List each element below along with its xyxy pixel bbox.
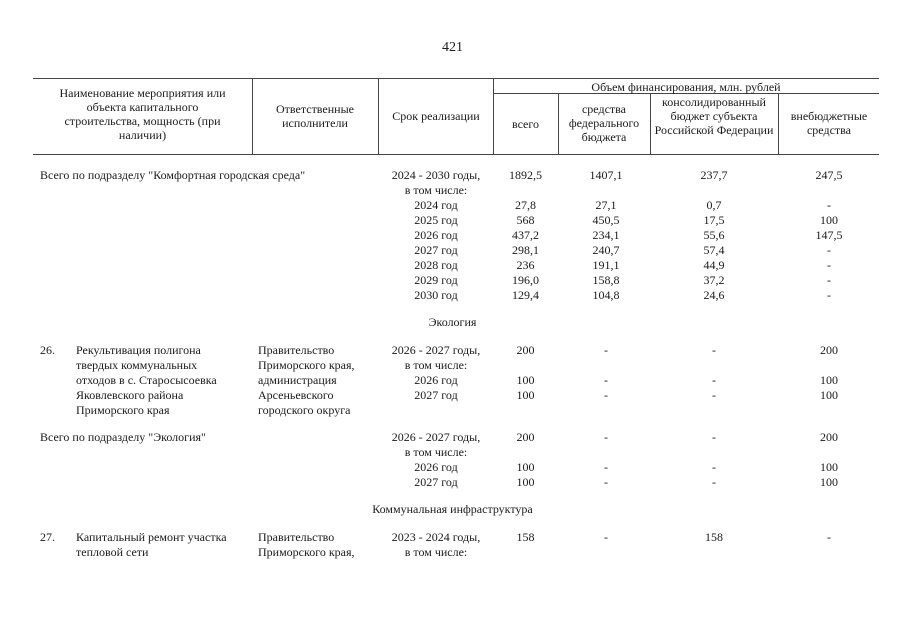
cell-line: - bbox=[827, 288, 831, 302]
cell-line: 196,0 bbox=[512, 273, 539, 287]
cell-line: Приморского края, bbox=[258, 358, 355, 372]
regional-column bbox=[650, 430, 778, 490]
cell-line: Приморского края, bbox=[258, 545, 355, 559]
cell-line bbox=[493, 358, 558, 373]
cell-line: 2025 год bbox=[414, 213, 458, 227]
cell-line bbox=[560, 445, 652, 460]
cell-line: 298,1 bbox=[512, 243, 539, 257]
cell-line: 44,9 bbox=[703, 258, 725, 272]
header-total: всего bbox=[511, 117, 540, 131]
cell-line: Рекультивация полигона bbox=[76, 343, 201, 357]
cell-line bbox=[493, 545, 558, 560]
cell-line: 24,6 bbox=[703, 288, 725, 302]
cell-line: 200 bbox=[820, 430, 838, 444]
cell-line: 191,1 bbox=[592, 258, 620, 272]
cell-line: 240,7 bbox=[592, 243, 620, 257]
header-term: Срок реализации bbox=[392, 109, 480, 123]
cell-line: - bbox=[712, 430, 716, 444]
cell-line: 27,8 bbox=[515, 198, 536, 212]
federal-column bbox=[560, 530, 652, 560]
cell-line: - bbox=[827, 198, 831, 212]
cell-line bbox=[560, 358, 652, 373]
cell-line: 2026 год bbox=[414, 373, 458, 387]
header-divider bbox=[778, 93, 779, 154]
subtotal-title: Всего по подразделу "Экология" bbox=[40, 430, 206, 444]
cell-line: - bbox=[827, 273, 831, 287]
cell-line: 27,1 bbox=[595, 198, 617, 212]
cell-line: твердых коммунальных bbox=[76, 358, 198, 372]
cell-line: 2027 год bbox=[414, 388, 458, 402]
cell-line: 104,8 bbox=[592, 288, 620, 302]
regional-column bbox=[650, 168, 778, 303]
cell-line: - bbox=[712, 475, 716, 489]
cell-line: 100 bbox=[820, 460, 838, 474]
cell-line bbox=[781, 445, 877, 460]
header-federal: средства федерального бюджета bbox=[568, 102, 640, 144]
extra-column bbox=[781, 530, 877, 560]
cell-line bbox=[650, 445, 778, 460]
cell-line: 200 bbox=[516, 343, 535, 357]
cell-line: 0,7 bbox=[706, 198, 722, 212]
cell-line: администрация bbox=[258, 373, 337, 387]
cell-line: 2026 - 2027 годы, bbox=[391, 430, 481, 444]
cell-line: - bbox=[604, 373, 608, 387]
item-number: 26. bbox=[40, 343, 55, 357]
header-divider bbox=[558, 93, 559, 154]
federal-column bbox=[560, 430, 652, 490]
federal-column bbox=[560, 168, 652, 303]
cell-line: в том числе: bbox=[404, 445, 468, 459]
cell-line bbox=[560, 183, 652, 198]
cell-line: - bbox=[604, 530, 608, 544]
cell-line: тепловой сети bbox=[76, 545, 149, 559]
cell-line: - bbox=[604, 388, 608, 402]
item-executors bbox=[258, 343, 376, 418]
cell-line: 147,5 bbox=[815, 228, 843, 242]
cell-line: 2026 год bbox=[414, 228, 458, 242]
cell-line: Правительство bbox=[258, 343, 335, 357]
cell-line: Правительство bbox=[258, 530, 335, 544]
cell-line: 2029 год bbox=[414, 273, 458, 287]
cell-line: 2024 - 2030 годы, bbox=[391, 168, 481, 182]
cell-line: 2027 год bbox=[414, 475, 458, 489]
cell-line: - bbox=[604, 430, 608, 444]
cell-line: 55,6 bbox=[703, 228, 725, 242]
cell-line: 158 bbox=[516, 530, 535, 544]
cell-line: 568 bbox=[516, 213, 535, 227]
cell-line: 2026 - 2027 годы, bbox=[391, 343, 481, 357]
regional-column bbox=[650, 343, 778, 403]
cell-line: 17,5 bbox=[703, 213, 725, 227]
cell-line: 2023 - 2024 годы, bbox=[391, 530, 481, 544]
cell-line: 1892,5 bbox=[509, 168, 542, 182]
cell-line: Арсеньевского bbox=[258, 388, 334, 402]
cell-line: - bbox=[604, 343, 608, 357]
header-divider bbox=[252, 78, 253, 154]
item-number: 27. bbox=[40, 530, 55, 544]
cell-line: 237,7 bbox=[700, 168, 728, 182]
regional-column bbox=[650, 530, 778, 560]
section-heading-communal: Коммунальная инфраструктура bbox=[372, 502, 533, 516]
term-column bbox=[380, 168, 492, 303]
cell-line: 247,5 bbox=[815, 168, 843, 182]
header-financing: Объем финансирования, млн. рублей bbox=[591, 80, 781, 94]
cell-line: в том числе: bbox=[404, 183, 468, 197]
cell-line bbox=[493, 445, 558, 460]
cell-line: 2027 год bbox=[414, 243, 458, 257]
cell-line: 1407,1 bbox=[589, 168, 623, 182]
cell-line: 200 bbox=[516, 430, 535, 444]
cell-line: - bbox=[604, 475, 608, 489]
cell-line: Приморского края bbox=[76, 403, 170, 417]
cell-line: 450,5 bbox=[592, 213, 620, 227]
table-top-rule bbox=[33, 78, 879, 79]
cell-line: 100 bbox=[820, 388, 838, 402]
table-header-bottom-rule bbox=[33, 154, 879, 155]
cell-line: 2028 год bbox=[414, 258, 458, 272]
federal-column bbox=[560, 343, 652, 403]
cell-line: - bbox=[827, 258, 831, 272]
cell-line: 236 bbox=[516, 258, 535, 272]
header-regional: консолидированный бюджет субъекта Российской Федерации bbox=[654, 95, 774, 137]
cell-line: 100 bbox=[820, 373, 838, 387]
cell-line: - bbox=[827, 243, 831, 257]
cell-line: в том числе: bbox=[404, 545, 468, 559]
cell-line: - bbox=[712, 388, 716, 402]
cell-line: в том числе: bbox=[404, 358, 468, 372]
total-column bbox=[493, 430, 558, 490]
cell-line bbox=[650, 358, 778, 373]
cell-line: 100 bbox=[516, 373, 535, 387]
term-column bbox=[380, 343, 492, 403]
cell-line bbox=[493, 183, 558, 198]
cell-line: 57,4 bbox=[703, 243, 725, 257]
cell-line: 129,4 bbox=[512, 288, 539, 302]
cell-line: 100 bbox=[516, 475, 535, 489]
cell-line: - bbox=[827, 530, 831, 544]
subtotal-title: Всего по подразделу "Комфортная городская среда" bbox=[40, 168, 306, 182]
cell-line: 100 bbox=[820, 475, 838, 489]
cell-line: городского округа bbox=[258, 403, 351, 417]
cell-line: - bbox=[712, 343, 716, 357]
cell-line: - bbox=[712, 460, 716, 474]
cell-line bbox=[650, 183, 778, 198]
cell-line: 158 bbox=[705, 530, 723, 544]
cell-line: Яковлевского района bbox=[76, 388, 184, 402]
cell-line: 100 bbox=[820, 213, 838, 227]
section-heading-ecology: Экология bbox=[428, 315, 477, 329]
item-executors bbox=[258, 530, 376, 560]
cell-line: 234,1 bbox=[592, 228, 620, 242]
term-column bbox=[380, 430, 492, 490]
total-column bbox=[493, 530, 558, 560]
cell-line: 158,8 bbox=[592, 273, 620, 287]
extra-column bbox=[781, 430, 877, 490]
cell-line: Капитальный ремонт участка bbox=[76, 530, 227, 544]
cell-line bbox=[560, 545, 652, 560]
cell-line: 37,2 bbox=[703, 273, 725, 287]
extra-column bbox=[781, 168, 877, 303]
item-name bbox=[76, 343, 252, 418]
cell-line bbox=[650, 545, 778, 560]
cell-line: 437,2 bbox=[512, 228, 539, 242]
cell-line: 2030 год bbox=[414, 288, 458, 302]
header-executors: Ответственные исполнители bbox=[276, 102, 354, 130]
header-name: Наименование мероприятия или объекта капитального строительства, мощность (при наличии) bbox=[59, 86, 226, 142]
cell-line bbox=[781, 545, 877, 560]
cell-line: - bbox=[604, 460, 608, 474]
page-number: 421 bbox=[442, 40, 463, 55]
extra-column bbox=[781, 343, 877, 403]
item-name bbox=[76, 530, 252, 560]
cell-line: 2026 год bbox=[414, 460, 458, 474]
cell-line bbox=[781, 358, 877, 373]
cell-line bbox=[781, 183, 877, 198]
cell-line: 200 bbox=[820, 343, 838, 357]
term-column bbox=[380, 530, 492, 560]
header-divider bbox=[378, 78, 379, 154]
cell-line: 100 bbox=[516, 388, 535, 402]
cell-line: 2024 год bbox=[414, 198, 458, 212]
cell-line: отходов в с. Старосысоевка bbox=[76, 373, 217, 387]
total-column bbox=[493, 343, 558, 403]
header-extra: внебюджетные средства bbox=[790, 109, 868, 137]
cell-line: - bbox=[712, 373, 716, 387]
total-column bbox=[493, 168, 558, 303]
cell-line: 100 bbox=[516, 460, 535, 474]
